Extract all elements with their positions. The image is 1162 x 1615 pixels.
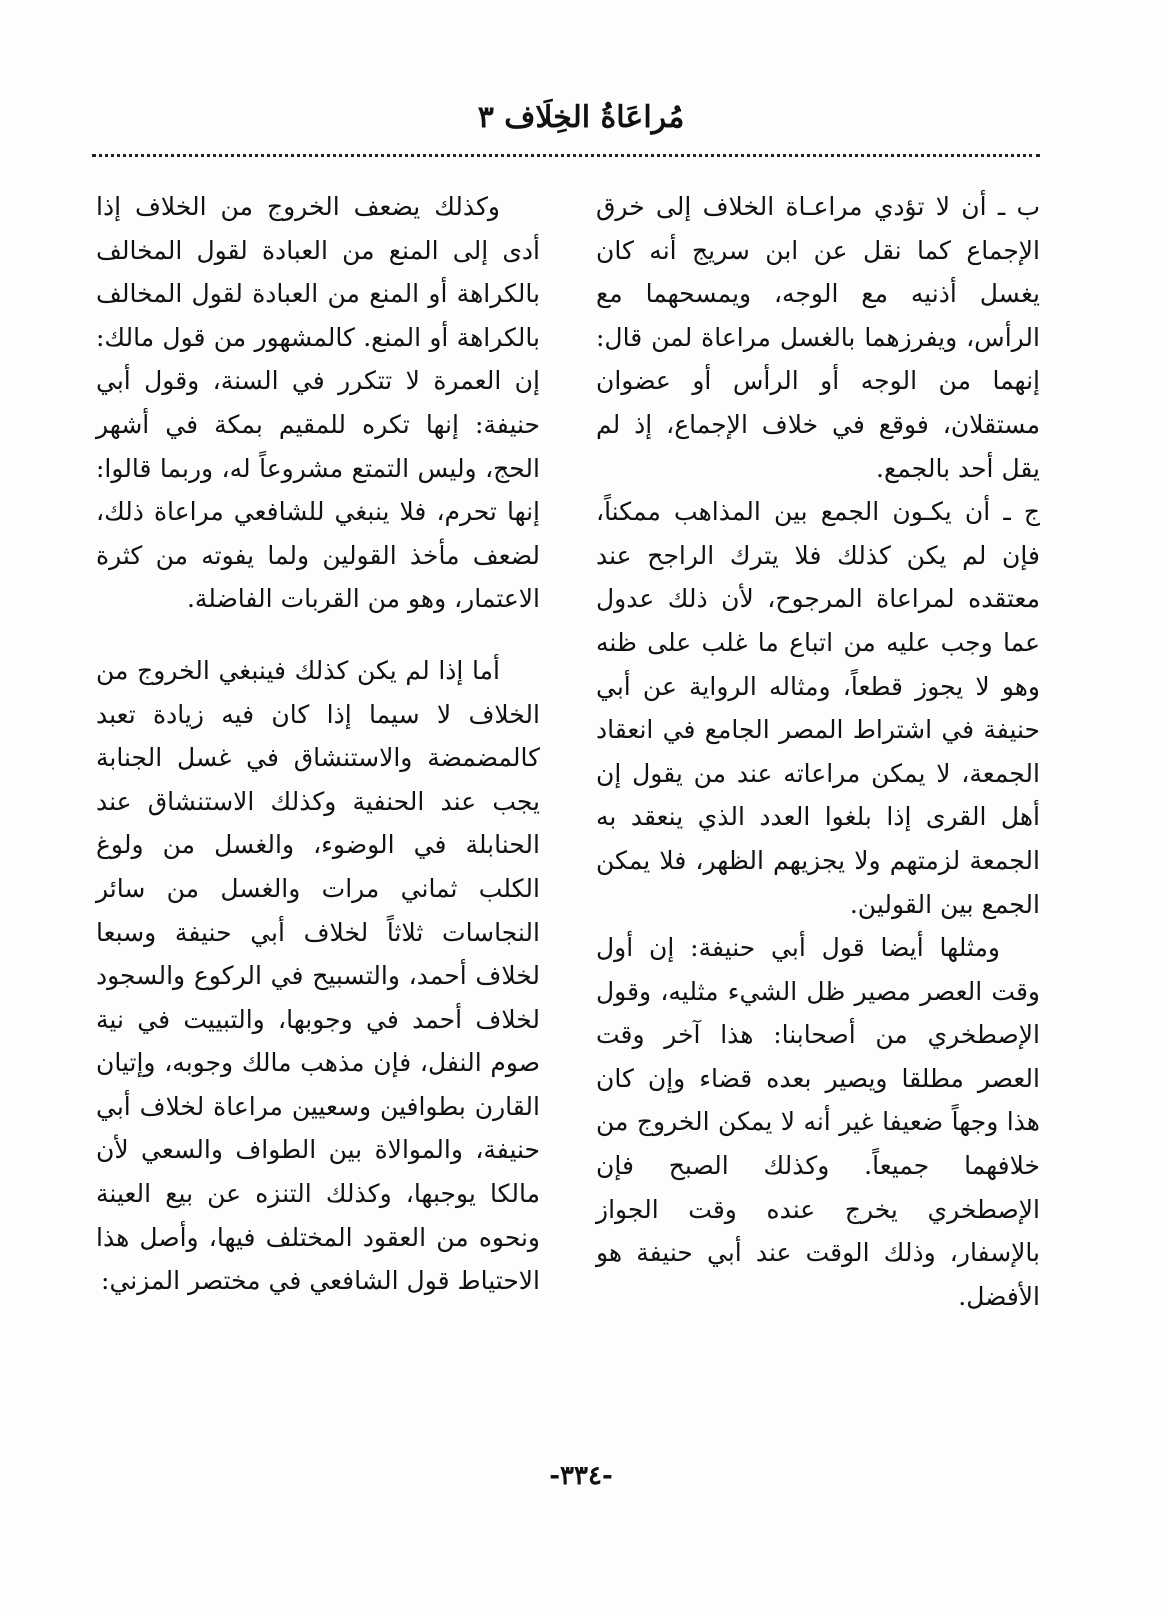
paragraph-condition-c: ج ـ أن يكـون الجمع بين المذاهب ممكناً، فإن لم يكن كذلك فلا يترك الراجح عند معتقده لمراعاة المرجوح، لأن ذلك عدول عما وجب عليه من اتباع ما غلب على ظنه وهو لا يجوز قطعاً، ومثاله الرواية عن أبي حنيفة في اشتراط المصر الجامع في انعقاد الجمعة، لا يمكن مراعاته عند من يقول إن أهل القرى إذا بلغوا العدد الذي ينعقد به الجمعة لزمتهم ولا يجزيهم الظهر، فلا يمكن الجمع بين القولين. xyxy=(596,497,1040,919)
page-number: -٣٣٤- xyxy=(549,1461,613,1491)
paragraph-exit-preferred: أما إذا لم يكن كذلك فينبغي الخروج من الخلاف لا سيما إذا كان فيه زيادة تعبد كالمضمضة والاستنشاق في غسل الجنابة يجب عند الحنفية وكذلك الاستنشاق عند الحنابلة في الوضوء، والغسل من ولوغ الكلب ثماني مرات والغسل من سائر النجاسات ثلاثاً لخلاف أبي حنيفة وسبعا لخلاف أحمد، والتسبيح في الركوع والسجود لخلاف أحمد في وجوبها، والتبييت في نية صوم النفل، فإن مذهب مالك وجوبه، وإتيان القارن بطوافين وسعيين مراعاة لخلاف أبي حنيفة، والموالاة بين الطواف والسعي لأن مالكا يوجبها، وكذلك التنزه عن بيع العينة ونحوه من العقود المختلف فيها، وأصل هذا الاحتياط قول الشافعي في مختصر المزني: xyxy=(96,655,540,1296)
header-dotted-rule xyxy=(92,154,1040,157)
paragraph-weak-exit: وكذلك يضعف الخروج من الخلاف إذا أدى إلى المنع من العبادة لقول المخالف بالكراهة أو المنع من العبادة لقول المخالف بالكراهة أو المنع. كالمشهور من قول مالك: إن العمرة لا تتكرر في السنة، وقول أبي حنيفة: إنها تكره للمقيم بمكة في أشهر الحج، وليس التمتع مشروعاً له، وربما قالوا: إنها تحرم، فلا ينبغي للشافعي مراعاة ذلك، لضعف مأخذ القولين ولما يفوته من كثرة الاعتمار، وهو من القربات الفاضلة. xyxy=(96,192,540,614)
paragraph-condition-b: ب ـ أن لا تؤدي مراعـاة الخلاف إلى خرق الإجماع كما نقل عن ابن سريج أنه كان يغسل أذنيه مع الوجه، ويمسحهما مع الرأس، ويفرزهما بالغسل مراعاة لمن قال: إنهما من الوجه أو الرأس أو عضوان مستقلان، فوقع في خلاف الإجماع، إذ لم يقل أحد بالجمع. xyxy=(596,192,1040,483)
right-column xyxy=(596,185,1040,1318)
left-column xyxy=(96,185,540,1303)
running-title: مُراعَاةُ الخِلَاف ٣ xyxy=(477,100,685,135)
paragraph-asr-example: ومثلها أيضا قول أبي حنيفة: إن أول وقت العصر مصير ظل الشيء مثليه، وقول الإصطخري من أصحابنا: هذا آخر وقت العصر مطلقا ويصير بعده قضاء وإن كان هذا وجهاً ضعيفا غير أنه لا يمكن الخروج من خلافهما جميعاً. وكذلك الصبح فإن الإصطخري يخرج عنده وقت الجواز بالإسفار، وذلك الوقت عند أبي حنيفة هو الأفضل. xyxy=(596,933,1040,1311)
